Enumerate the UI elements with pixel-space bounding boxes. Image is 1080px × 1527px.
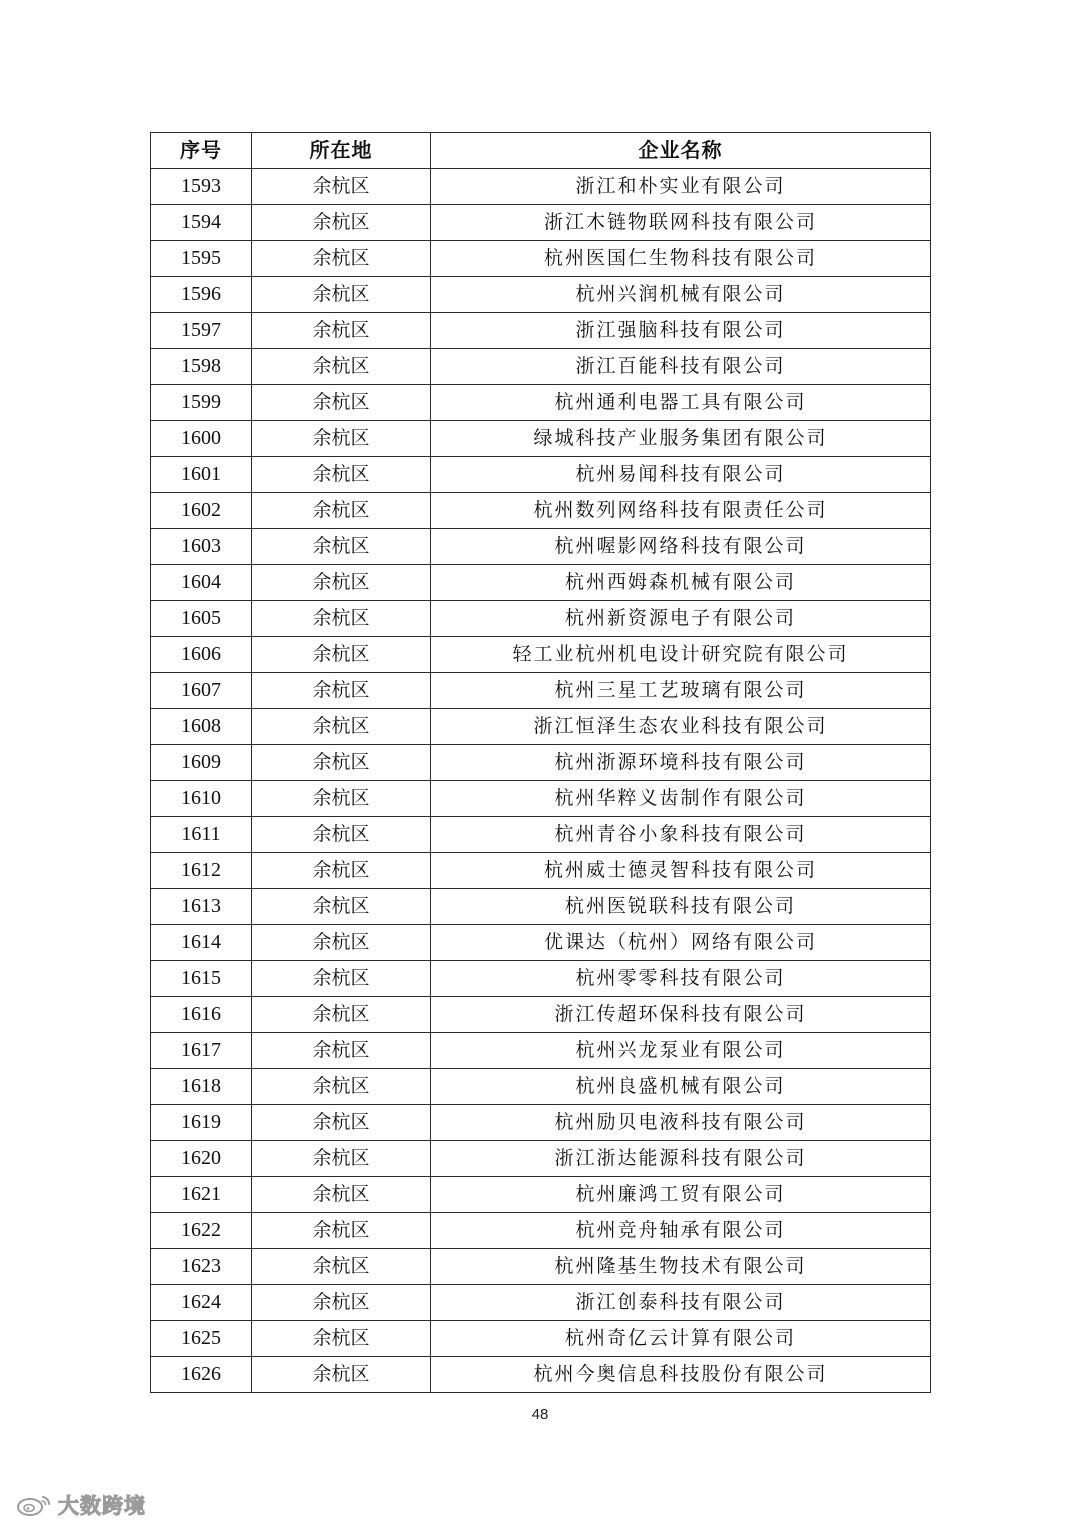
cell-company-name: 杭州今奥信息科技股份有限公司 [431,1357,931,1393]
table-row [151,421,931,457]
table-row [151,1177,931,1213]
cell-company-name: 杭州兴龙泵业有限公司 [431,1033,931,1069]
cell-company-name: 杭州威士德灵智科技有限公司 [431,853,931,889]
table-body [151,169,931,1393]
table-row [151,493,931,529]
cell-location: 余杭区 [252,277,431,313]
cell-serial-number: 1614 [151,925,252,961]
cell-location: 余杭区 [252,853,431,889]
cell-location: 余杭区 [252,421,431,457]
cell-company-name: 浙江和朴实业有限公司 [431,169,931,205]
table-header-row [151,133,931,169]
cell-location: 余杭区 [252,709,431,745]
cell-serial-number: 1618 [151,1069,252,1105]
table-row [151,745,931,781]
cell-serial-number: 1597 [151,313,252,349]
cell-serial-number: 1595 [151,241,252,277]
table-row [151,1213,931,1249]
cell-company-name: 浙江传超环保科技有限公司 [431,997,931,1033]
table-row [151,673,931,709]
cell-serial-number: 1617 [151,1033,252,1069]
table-row [151,1321,931,1357]
cell-serial-number: 1622 [151,1213,252,1249]
cell-location: 余杭区 [252,601,431,637]
cell-company-name: 杭州数列网络科技有限责任公司 [431,493,931,529]
cell-location: 余杭区 [252,889,431,925]
cell-company-name: 优课达（杭州）网络有限公司 [431,925,931,961]
cell-serial-number: 1626 [151,1357,252,1393]
cell-location: 余杭区 [252,241,431,277]
cell-serial-number: 1606 [151,637,252,673]
cell-company-name: 杭州兴润机械有限公司 [431,277,931,313]
cell-company-name: 绿城科技产业服务集团有限公司 [431,421,931,457]
cell-serial-number: 1600 [151,421,252,457]
cell-location: 余杭区 [252,637,431,673]
table-row [151,1357,931,1393]
cell-serial-number: 1615 [151,961,252,997]
cell-serial-number: 1613 [151,889,252,925]
cell-location: 余杭区 [252,1177,431,1213]
cell-serial-number: 1607 [151,673,252,709]
cell-location: 余杭区 [252,529,431,565]
cell-location: 余杭区 [252,349,431,385]
cell-location: 余杭区 [252,1213,431,1249]
cell-serial-number: 1616 [151,997,252,1033]
cell-serial-number: 1602 [151,493,252,529]
cell-serial-number: 1604 [151,565,252,601]
cell-company-name: 杭州良盛机械有限公司 [431,1069,931,1105]
cell-company-name: 杭州通利电器工具有限公司 [431,385,931,421]
cell-company-name: 杭州华粹义齿制作有限公司 [431,781,931,817]
cell-company-name: 杭州竞舟轴承有限公司 [431,1213,931,1249]
cell-location: 余杭区 [252,781,431,817]
page-number: 48 [531,1406,549,1423]
company-list-table [150,132,931,1393]
cell-serial-number: 1596 [151,277,252,313]
table-row [151,529,931,565]
cell-location: 余杭区 [252,673,431,709]
table-row [151,565,931,601]
cell-location: 余杭区 [252,493,431,529]
weibo-logo-icon [16,1494,52,1516]
cell-location: 余杭区 [252,1069,431,1105]
cell-serial-number: 1609 [151,745,252,781]
cell-location: 余杭区 [252,1285,431,1321]
cell-serial-number: 1608 [151,709,252,745]
header-company-name: 企业名称 [431,133,931,169]
table-row [151,241,931,277]
cell-company-name: 杭州医国仁生物科技有限公司 [431,241,931,277]
cell-company-name: 杭州三星工艺玻璃有限公司 [431,673,931,709]
cell-location: 余杭区 [252,817,431,853]
table-row [151,853,931,889]
cell-company-name: 杭州奇亿云计算有限公司 [431,1321,931,1357]
table-row [151,637,931,673]
cell-location: 余杭区 [252,457,431,493]
cell-serial-number: 1619 [151,1105,252,1141]
table-row [151,349,931,385]
cell-company-name: 浙江百能科技有限公司 [431,349,931,385]
cell-location: 余杭区 [252,745,431,781]
cell-company-name: 杭州零零科技有限公司 [431,961,931,997]
cell-company-name: 杭州青谷小象科技有限公司 [431,817,931,853]
cell-serial-number: 1621 [151,1177,252,1213]
cell-location: 余杭区 [252,205,431,241]
cell-company-name: 浙江木链物联网科技有限公司 [431,205,931,241]
cell-location: 余杭区 [252,961,431,997]
cell-company-name: 杭州浙源环境科技有限公司 [431,745,931,781]
cell-company-name: 杭州易闻科技有限公司 [431,457,931,493]
table-row [151,601,931,637]
cell-company-name: 杭州喔影网络科技有限公司 [431,529,931,565]
table-row [151,1285,931,1321]
cell-location: 余杭区 [252,313,431,349]
table-row [151,1141,931,1177]
cell-location: 余杭区 [252,385,431,421]
table-row [151,385,931,421]
table-row [151,817,931,853]
table-row [151,1069,931,1105]
cell-serial-number: 1594 [151,205,252,241]
cell-serial-number: 1612 [151,853,252,889]
cell-company-name: 杭州隆基生物技术有限公司 [431,1249,931,1285]
cell-location: 余杭区 [252,1105,431,1141]
cell-location: 余杭区 [252,1249,431,1285]
cell-company-name: 浙江恒泽生态农业科技有限公司 [431,709,931,745]
cell-serial-number: 1603 [151,529,252,565]
cell-location: 余杭区 [252,565,431,601]
cell-company-name: 杭州西姆森机械有限公司 [431,565,931,601]
table-row [151,961,931,997]
cell-location: 余杭区 [252,997,431,1033]
cell-location: 余杭区 [252,169,431,205]
table-row [151,313,931,349]
cell-serial-number: 1625 [151,1321,252,1357]
header-serial-number: 序号 [151,133,252,169]
table-row [151,1249,931,1285]
table-row [151,709,931,745]
table-row [151,277,931,313]
cell-serial-number: 1601 [151,457,252,493]
cell-location: 余杭区 [252,1033,431,1069]
cell-company-name: 杭州励贝电液科技有限公司 [431,1105,931,1141]
cell-serial-number: 1593 [151,169,252,205]
cell-serial-number: 1598 [151,349,252,385]
cell-company-name: 杭州廉鸿工贸有限公司 [431,1177,931,1213]
table-row [151,781,931,817]
table-row [151,1033,931,1069]
cell-location: 余杭区 [252,925,431,961]
cell-company-name: 杭州新资源电子有限公司 [431,601,931,637]
table-row [151,205,931,241]
cell-company-name: 浙江创泰科技有限公司 [431,1285,931,1321]
cell-serial-number: 1623 [151,1249,252,1285]
cell-company-name: 杭州医锐联科技有限公司 [431,889,931,925]
table-row [151,457,931,493]
cell-serial-number: 1624 [151,1285,252,1321]
watermark-text: 大数跨境 [58,1494,146,1518]
cell-serial-number: 1605 [151,601,252,637]
cell-serial-number: 1611 [151,817,252,853]
header-location: 所在地 [252,133,431,169]
cell-company-name: 浙江强脑科技有限公司 [431,313,931,349]
cell-company-name: 浙江浙达能源科技有限公司 [431,1141,931,1177]
cell-location: 余杭区 [252,1141,431,1177]
watermark [16,1490,146,1520]
cell-serial-number: 1610 [151,781,252,817]
cell-location: 余杭区 [252,1357,431,1393]
table-row [151,889,931,925]
table-row [151,997,931,1033]
cell-serial-number: 1620 [151,1141,252,1177]
table-row [151,925,931,961]
table-row [151,1105,931,1141]
table-row [151,169,931,205]
cell-company-name: 轻工业杭州机电设计研究院有限公司 [431,637,931,673]
cell-serial-number: 1599 [151,385,252,421]
cell-location: 余杭区 [252,1321,431,1357]
